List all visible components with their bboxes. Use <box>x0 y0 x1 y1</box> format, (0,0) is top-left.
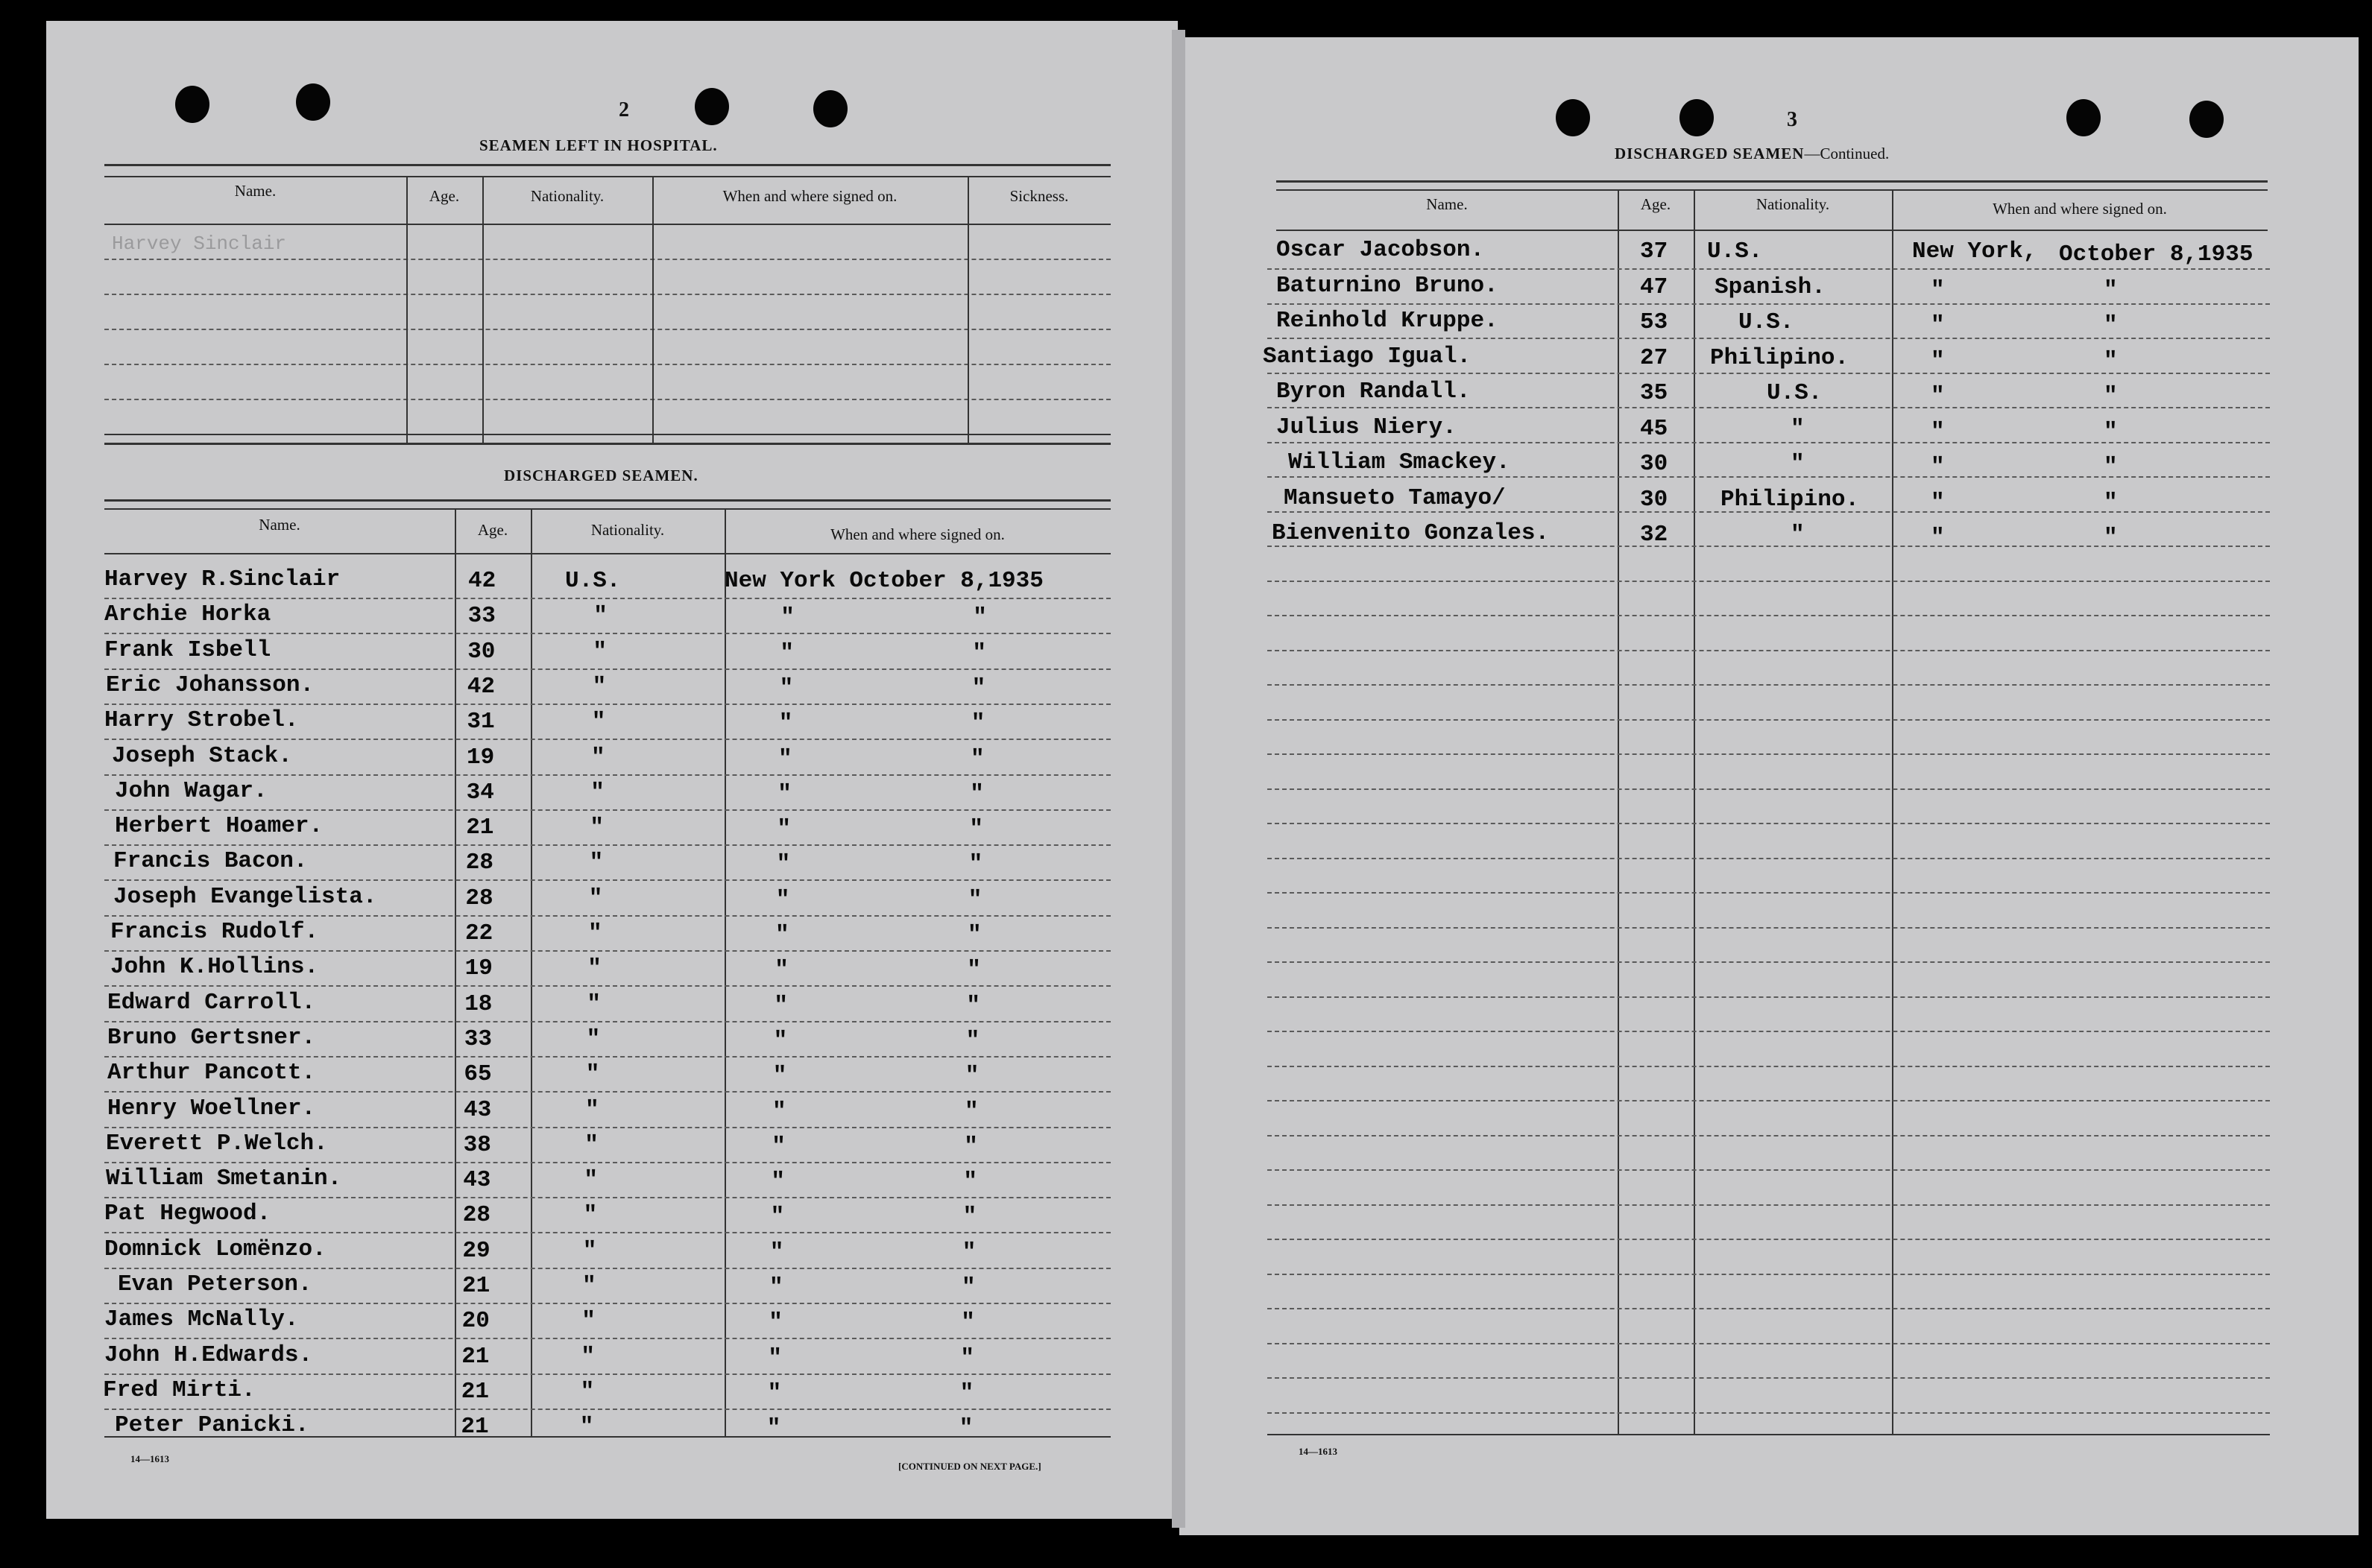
ditto-mark: " <box>584 1131 599 1158</box>
discharged-continued-title <box>1615 145 1889 163</box>
ditto-mark: " <box>1931 454 1945 480</box>
seaman-name: Arthur Pancott. <box>107 1060 316 1087</box>
ditto-mark: " <box>778 745 792 772</box>
signed-on-place: New York October 8,1935 <box>725 568 1044 594</box>
ditto-mark: " <box>766 1415 781 1442</box>
ditto-mark: " <box>768 1344 782 1371</box>
rule <box>104 443 1111 445</box>
column-header-age: Age. <box>429 187 460 205</box>
ditto-mark: " <box>767 1379 782 1406</box>
seaman-age: 30 <box>1640 486 1668 513</box>
ditto-mark: " <box>2104 525 2118 551</box>
ditto-mark: " <box>591 744 605 771</box>
seaman-age: 28 <box>465 885 493 911</box>
column-header-nationality: Nationality. <box>590 521 665 539</box>
row-rule <box>104 985 1111 987</box>
punch-hole <box>813 90 848 127</box>
row-rule <box>1267 303 2270 305</box>
ditto-mark: " <box>587 955 602 982</box>
row-rule <box>1267 1100 2270 1101</box>
seaman-age: 43 <box>463 1167 491 1194</box>
seaman-age: 28 <box>462 1202 491 1229</box>
row-rule <box>104 774 1111 776</box>
ditto-mark: " <box>587 990 601 1017</box>
ditto-mark: " <box>1791 415 1805 442</box>
ditto-mark: " <box>584 1167 598 1194</box>
row-rule <box>104 1268 1111 1269</box>
ditto-mark: " <box>959 1415 974 1442</box>
row-rule <box>1267 615 2270 616</box>
rule <box>104 508 1111 510</box>
ditto-mark: " <box>590 815 604 841</box>
ditto-mark: " <box>775 957 789 984</box>
column-rule <box>455 508 456 1436</box>
ditto-mark: " <box>772 1098 786 1125</box>
ditto-mark: " <box>593 638 607 665</box>
ditto-mark: " <box>960 1344 974 1371</box>
column-header-signed-on: When and where signed on. <box>1993 200 2167 218</box>
row-rule <box>104 1409 1111 1410</box>
seaman-name: John Wagar. <box>115 777 268 804</box>
seaman-name: Bienvenito Gonzales. <box>1272 520 1550 546</box>
ditto-mark: " <box>2104 312 2118 338</box>
column-rule <box>1892 189 1893 1435</box>
ditto-mark: " <box>2104 383 2118 409</box>
seaman-age: 28 <box>465 850 494 876</box>
row-rule <box>1267 407 2270 408</box>
seaman-name: Reinhold Kruppe. <box>1276 308 1498 334</box>
column-header-age: Age. <box>1640 195 1671 213</box>
seaman-name: Pat Hegwood. <box>104 1201 271 1227</box>
seaman-age: 31 <box>467 709 495 736</box>
seaman-name: Edward Carroll. <box>107 989 316 1016</box>
rule <box>104 434 1111 435</box>
column-rule <box>406 176 408 443</box>
seaman-nationality: Philipino. <box>1710 344 1849 371</box>
seaman-name: Eric Johansson. <box>106 671 315 698</box>
row-rule <box>104 294 1111 295</box>
ditto-mark: " <box>586 1025 601 1052</box>
row-rule <box>1267 996 2270 998</box>
ditto-mark: " <box>773 1027 788 1054</box>
ditto-mark: " <box>776 851 791 878</box>
ditto-mark: " <box>1791 451 1805 477</box>
signed-on-date: October 8,1935 <box>2059 241 2253 268</box>
row-rule <box>104 329 1111 330</box>
seaman-name: Everett P.Welch. <box>106 1130 328 1157</box>
row-rule <box>1267 268 2270 270</box>
ditto-mark: " <box>965 1027 980 1054</box>
seaman-nationality: Spanish. <box>1715 274 1826 300</box>
row-rule <box>104 915 1111 917</box>
seaman-name: James McNally. <box>104 1306 299 1333</box>
rule <box>104 176 1111 177</box>
row-rule <box>1267 1308 2270 1309</box>
ditto-mark: " <box>2104 347 2118 374</box>
seaman-age: 65 <box>464 1061 492 1088</box>
row-rule <box>104 950 1111 952</box>
ditto-mark: " <box>778 710 793 737</box>
seaman-age: 33 <box>467 603 496 630</box>
ditto-mark: " <box>962 1274 976 1300</box>
seaman-age: 30 <box>1640 451 1668 477</box>
row-rule <box>1267 684 2270 686</box>
title-suffix: —Continued. <box>1804 145 1890 162</box>
column-header-nationality: Nationality. <box>530 187 605 205</box>
form-number: 14—1613 <box>1299 1446 1337 1457</box>
signed-on-place: New York, <box>1912 238 2037 265</box>
seaman-age: 42 <box>468 568 496 594</box>
ditto-mark: " <box>973 604 987 631</box>
row-rule <box>104 809 1111 811</box>
seaman-age: 35 <box>1640 380 1668 406</box>
rule <box>1276 230 2268 231</box>
ditto-mark: " <box>962 1239 977 1265</box>
punch-hole <box>1679 99 1714 136</box>
rule <box>1276 189 2268 191</box>
row-rule <box>1267 373 2270 374</box>
rule <box>1276 180 2268 183</box>
ditto-mark: " <box>965 1063 980 1090</box>
seaman-name: Archie Horka <box>104 601 271 628</box>
page-gutter <box>1172 30 1185 1528</box>
column-header-age: Age. <box>477 521 508 539</box>
seaman-age: 43 <box>464 1096 492 1123</box>
row-rule <box>104 1338 1111 1339</box>
ditto-mark: " <box>968 886 982 913</box>
ditto-mark: " <box>582 1237 597 1264</box>
ditto-mark: " <box>968 922 982 948</box>
seaman-age: 34 <box>466 779 494 806</box>
ditto-mark: " <box>967 957 981 984</box>
column-header-name: Name. <box>234 182 277 200</box>
ditto-mark: " <box>588 920 602 946</box>
seaman-age: 47 <box>1640 274 1668 300</box>
row-rule <box>1267 719 2270 721</box>
seaman-name: Byron Randall. <box>1276 379 1471 405</box>
ditto-mark: " <box>779 674 794 701</box>
seaman-name: Oscar Jacobson. <box>1276 237 1485 263</box>
ditto-mark: " <box>581 1343 595 1370</box>
ditto-mark: " <box>959 1379 974 1406</box>
seaman-name: Francis Bacon. <box>113 848 308 875</box>
seaman-name: Peter Panicki. <box>115 1412 309 1439</box>
column-header-sickness: Sickness. <box>1009 187 1069 205</box>
row-rule <box>104 704 1111 705</box>
ditto-mark: " <box>1931 489 1945 516</box>
ditto-mark: " <box>969 816 983 843</box>
seaman-age: 19 <box>467 744 495 771</box>
row-rule <box>104 598 1111 599</box>
rule <box>104 553 1111 554</box>
seaman-age: 42 <box>467 673 496 700</box>
seaman-age: 18 <box>464 990 493 1017</box>
ditto-mark: " <box>2104 418 2118 445</box>
seaman-age: 27 <box>1640 344 1668 371</box>
row-rule <box>1267 858 2270 859</box>
row-rule <box>1267 892 2270 894</box>
ditto-mark: " <box>591 709 606 736</box>
seaman-name: Santiago Igual. <box>1263 343 1472 370</box>
ditto-mark: " <box>966 992 980 1019</box>
seaman-name: Fred Mirti. <box>103 1376 256 1403</box>
row-rule <box>1267 1204 2270 1206</box>
seaman-name: John H.Edwards. <box>104 1341 313 1368</box>
ditto-mark: " <box>971 674 986 701</box>
column-header-signed-on: When and where signed on. <box>830 525 1005 543</box>
row-rule <box>104 1056 1111 1058</box>
ditto-mark: " <box>769 1274 783 1300</box>
row-rule <box>1267 788 2270 790</box>
seaman-age: 30 <box>467 638 496 665</box>
row-rule <box>1267 961 2270 963</box>
ditto-mark: " <box>777 816 791 843</box>
row-rule <box>104 739 1111 740</box>
row-rule <box>1267 1412 2270 1414</box>
row-rule <box>104 668 1111 670</box>
ditto-mark: " <box>780 639 794 666</box>
seaman-nationality: Philipino. <box>1720 486 1860 513</box>
ditto-mark: " <box>585 1096 599 1123</box>
row-rule <box>1267 823 2270 824</box>
row-rule <box>1267 581 2270 582</box>
seaman-name: Evan Peterson. <box>118 1271 312 1297</box>
seaman-nationality: U.S. <box>1707 238 1763 265</box>
punch-hole <box>296 83 330 121</box>
ditto-mark: " <box>971 745 985 772</box>
row-rule <box>1267 511 2270 513</box>
seaman-name: Harry Strobel. <box>104 707 299 734</box>
row-rule <box>1267 927 2270 929</box>
seaman-name: Harvey R.Sinclair <box>104 566 341 592</box>
seaman-name: Bruno Gertsner. <box>107 1024 316 1051</box>
punch-hole <box>1556 99 1590 136</box>
row-rule <box>1267 1343 2270 1344</box>
faint-hospital-entry: Harvey Sinclair <box>112 233 287 255</box>
ditto-mark: " <box>585 1061 600 1088</box>
ditto-mark: " <box>771 1169 785 1195</box>
ditto-mark: " <box>590 779 605 806</box>
ditto-mark: " <box>588 885 603 911</box>
ditto-mark: " <box>2104 489 2118 516</box>
row-rule <box>104 1091 1111 1093</box>
seaman-age: 32 <box>1640 522 1668 548</box>
row-rule <box>1267 338 2270 339</box>
column-rule <box>482 176 484 443</box>
seaman-name: Francis Rudolf. <box>110 919 319 945</box>
seaman-age: 20 <box>461 1308 490 1335</box>
seaman-name: William Smetanin. <box>106 1166 342 1192</box>
seaman-age: 53 <box>1640 309 1668 335</box>
row-rule <box>104 1197 1111 1198</box>
punch-hole <box>175 86 209 123</box>
seaman-name: William Smackey. <box>1288 449 1510 475</box>
seaman-age: 21 <box>462 1273 491 1299</box>
ditto-mark: " <box>962 1204 977 1230</box>
seaman-name: Joseph Evangelista. <box>113 883 377 910</box>
ditto-mark: " <box>775 886 790 913</box>
ditto-mark: " <box>581 1308 596 1335</box>
column-rule <box>1694 189 1695 1435</box>
row-rule <box>104 1232 1111 1233</box>
seaman-name: Herbert Hoamer. <box>115 813 324 840</box>
ditto-mark: " <box>593 603 608 630</box>
seaman-age: 22 <box>465 920 493 946</box>
seaman-name: Domnick Lomënzo. <box>104 1236 327 1262</box>
seaman-nationality: U.S. <box>565 568 621 594</box>
row-rule <box>104 364 1111 365</box>
hospital-section-title: SEAMEN LEFT IN HOSPITAL. <box>479 136 718 154</box>
ditto-mark: " <box>1931 418 1945 445</box>
row-rule <box>1267 442 2270 443</box>
continued-note: [CONTINUED ON NEXT PAGE.] <box>898 1461 1041 1472</box>
row-rule <box>1267 1274 2270 1275</box>
ditto-mark: " <box>580 1378 595 1405</box>
column-rule <box>531 508 532 1436</box>
ditto-mark: " <box>2104 276 2118 303</box>
seaman-age: 19 <box>464 955 493 982</box>
ditto-mark: " <box>583 1202 598 1229</box>
ditto-mark: " <box>965 1098 979 1125</box>
page-number: 2 <box>619 98 629 121</box>
row-rule <box>104 879 1111 881</box>
row-rule <box>104 1127 1111 1128</box>
punch-hole <box>2066 99 2101 136</box>
rule <box>104 224 1111 225</box>
ditto-mark: " <box>769 1239 784 1265</box>
row-rule <box>104 1373 1111 1375</box>
ditto-mark: " <box>971 710 985 737</box>
row-rule <box>1267 546 2270 547</box>
row-rule <box>1267 1066 2270 1067</box>
seaman-age: 21 <box>466 815 494 841</box>
seaman-age: 21 <box>461 1343 490 1370</box>
column-rule <box>725 508 726 1436</box>
row-rule <box>1267 476 2270 478</box>
form-number: 14—1613 <box>130 1453 169 1464</box>
seaman-nationality: U.S. <box>1738 309 1794 335</box>
seaman-age: 33 <box>464 1025 493 1052</box>
ditto-mark: " <box>777 780 792 807</box>
row-rule <box>1267 1169 2270 1171</box>
ditto-mark: " <box>770 1204 785 1230</box>
row-rule <box>1267 1239 2270 1240</box>
column-header-signed-on: When and where signed on. <box>722 187 898 205</box>
ditto-mark: " <box>582 1273 596 1299</box>
discharged-section-title: DISCHARGED SEAMEN. <box>504 467 698 484</box>
seaman-name: Henry Woellner. <box>107 1095 316 1122</box>
ditto-mark: " <box>1931 276 1945 303</box>
column-header-name: Name. <box>1426 195 1468 213</box>
ditto-mark: " <box>1931 525 1945 551</box>
row-rule <box>1267 1377 2270 1379</box>
rule <box>104 499 1111 502</box>
rule <box>1267 1434 2270 1435</box>
ditto-mark: " <box>970 780 984 807</box>
row-rule <box>104 1303 1111 1304</box>
seaman-age: 45 <box>1640 415 1668 442</box>
row-rule <box>1267 650 2270 651</box>
ditto-mark: " <box>964 1133 978 1160</box>
row-rule <box>104 399 1111 400</box>
column-rule <box>968 176 969 443</box>
row-rule <box>104 1021 1111 1022</box>
rule <box>104 164 1111 166</box>
ditto-mark: " <box>772 1063 787 1090</box>
column-header-nationality: Nationality. <box>1756 195 1830 213</box>
row-rule <box>104 1162 1111 1163</box>
seaman-age: 21 <box>461 1378 490 1405</box>
ditto-mark: " <box>963 1169 977 1195</box>
seaman-age: 38 <box>463 1131 491 1158</box>
row-rule <box>1267 753 2270 755</box>
column-header-name: Name. <box>259 516 300 534</box>
row-rule <box>104 259 1111 260</box>
ditto-mark: " <box>579 1414 594 1441</box>
ditto-mark: " <box>1931 347 1945 374</box>
page-number: 3 <box>1787 108 1797 131</box>
seaman-age: 37 <box>1640 238 1668 265</box>
seaman-name: Julius Niery. <box>1276 414 1457 440</box>
ditto-mark: " <box>589 850 604 876</box>
ditto-mark: " <box>772 1133 786 1160</box>
seaman-name: Joseph Stack. <box>112 742 292 769</box>
row-rule <box>1267 1135 2270 1137</box>
ditto-mark: " <box>1931 312 1945 338</box>
row-rule <box>104 633 1111 634</box>
ditto-mark: " <box>769 1309 783 1336</box>
ditto-mark: " <box>968 851 983 878</box>
row-rule <box>1267 1031 2270 1032</box>
punch-hole <box>2189 101 2224 138</box>
title-main: DISCHARGED SEAMEN <box>1615 145 1805 162</box>
seaman-name: John K.Hollins. <box>110 954 319 981</box>
column-rule <box>652 176 654 443</box>
ditto-mark: " <box>780 604 795 631</box>
seaman-name: Frank Isbell <box>104 636 271 663</box>
ditto-mark: " <box>961 1309 975 1336</box>
ditto-mark: " <box>2104 454 2118 480</box>
ditto-mark: " <box>592 673 607 700</box>
ditto-mark: " <box>774 992 788 1019</box>
punch-hole <box>695 88 729 125</box>
ditto-mark: " <box>1931 383 1945 409</box>
ditto-mark: " <box>972 639 986 666</box>
seaman-name: Baturnino Bruno. <box>1276 272 1498 299</box>
seaman-age: 21 <box>461 1414 489 1441</box>
row-rule <box>104 844 1111 846</box>
seaman-age: 29 <box>462 1237 491 1264</box>
ditto-mark: " <box>775 922 789 948</box>
ditto-mark: " <box>1791 522 1805 548</box>
column-rule <box>1618 189 1619 1435</box>
seaman-nationality: U.S. <box>1767 380 1823 406</box>
seaman-name: Mansueto Tamayo/ <box>1284 484 1506 511</box>
